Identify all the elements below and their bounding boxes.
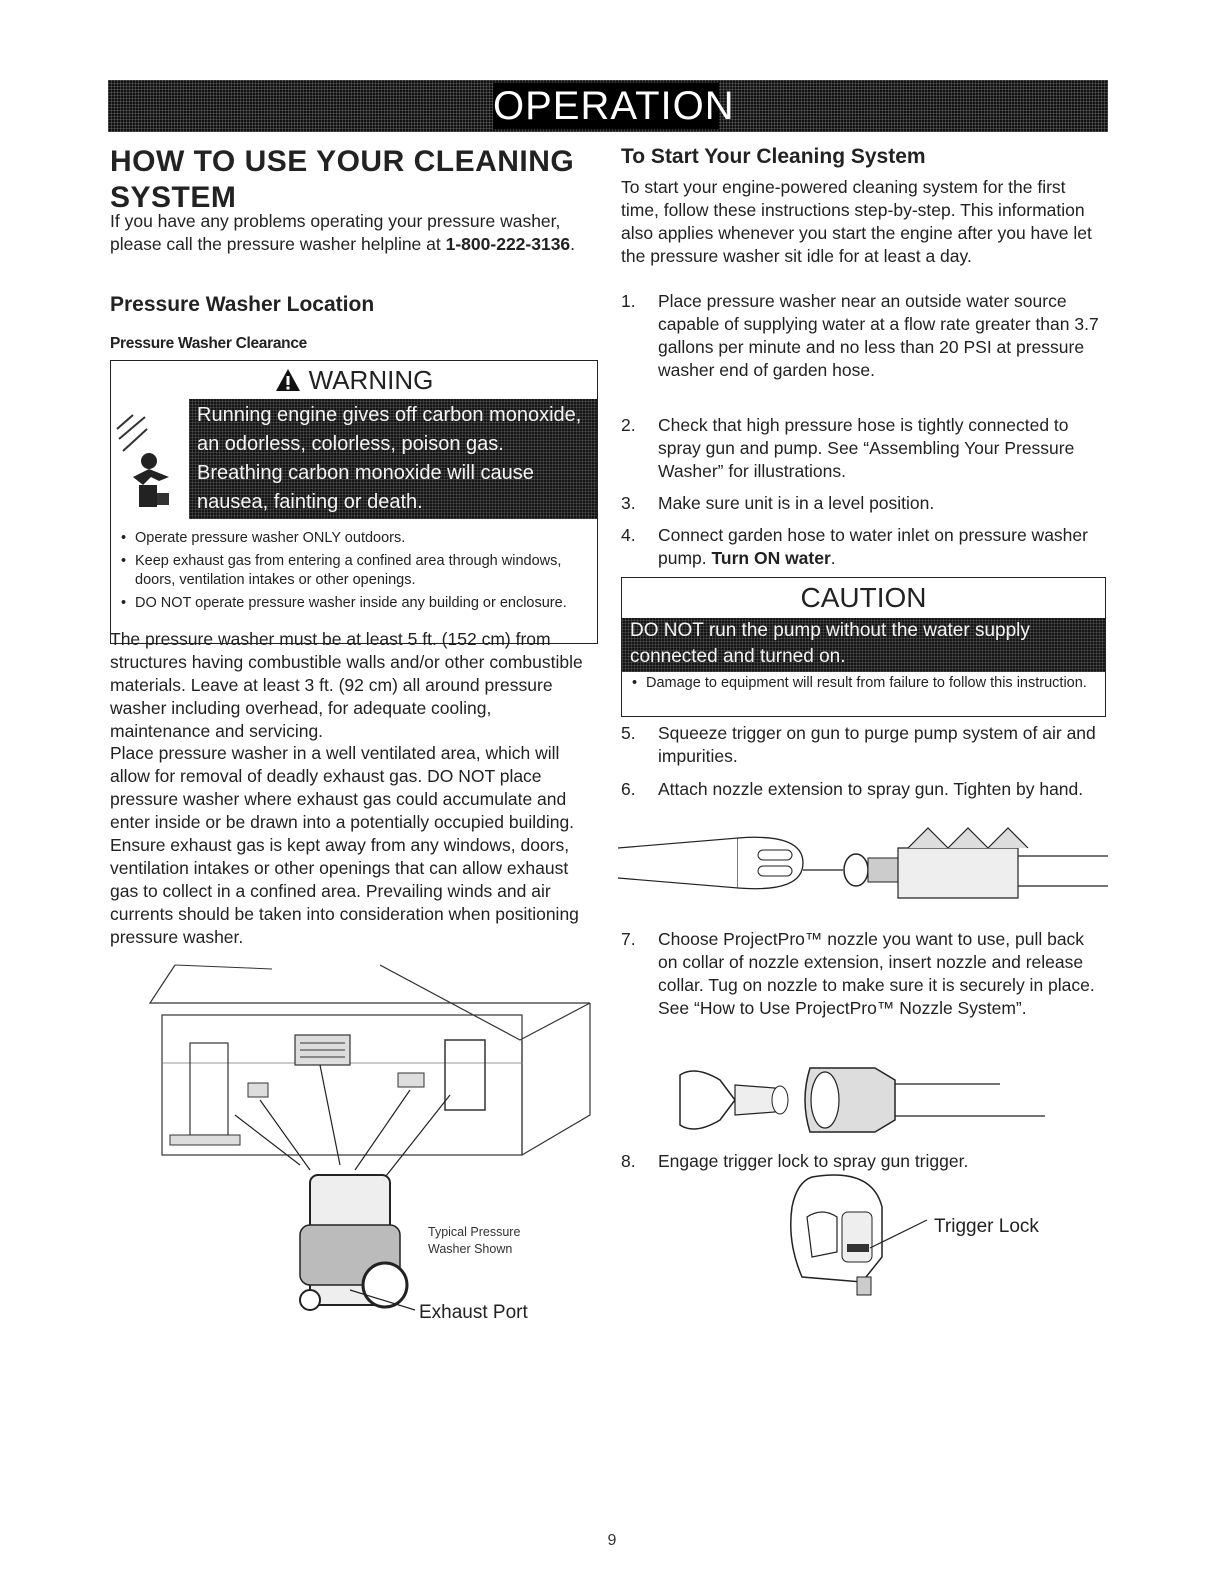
step-8 xyxy=(621,1150,1103,1173)
step-5 xyxy=(621,722,1103,768)
trigger-lock-illustration xyxy=(782,1172,932,1302)
step-7 xyxy=(621,928,1103,1020)
caution-box xyxy=(621,577,1106,717)
page-number: 9 xyxy=(607,1532,617,1549)
step-text: Engage trigger lock to spray gun trigger. xyxy=(658,1151,969,1171)
warning-hazard-panel xyxy=(111,399,597,519)
step-text xyxy=(658,524,1103,570)
caution-title: CAUTION xyxy=(800,582,927,613)
operation-banner xyxy=(108,80,1108,132)
warning-header xyxy=(111,361,597,399)
caution-bullets xyxy=(632,674,1092,697)
step-number: 8. xyxy=(621,1151,636,1171)
warning-box xyxy=(110,360,598,644)
figure-caption xyxy=(428,1224,520,1258)
step-text: Choose ProjectPro™ nozzle you want to use, pull back on collar of nozzle extension, insert nozzle and release collar. Tug on nozzle to make sure it is securely in place. See “How to Use ProjectPro™ Nozzle System”. xyxy=(658,929,1095,1018)
house-clearance-illustration xyxy=(150,965,630,1345)
caution-bullet: • Damage to equipment will result from failure to follow this instruction. xyxy=(632,674,1092,693)
step-text: Squeeze trigger on gun to purge pump system of air and impurities. xyxy=(658,723,1096,766)
step-6 xyxy=(621,778,1103,801)
step-number: 2. xyxy=(621,415,636,435)
step-4-emphasis: Turn ON water xyxy=(711,548,831,568)
page-heading xyxy=(110,144,590,216)
step-4-end: . xyxy=(830,548,836,568)
helpline-intro-end: . xyxy=(570,234,576,254)
warning-triangle-icon xyxy=(275,368,301,392)
step-3 xyxy=(621,492,1103,515)
warning-title: WARNING xyxy=(308,365,434,395)
clearance-paragraph: The pressure washer must be at least 5 ft. (152 cm) from structures having combustible walls and/or other combustible materials. Leave at least 3 ft. (92 cm) all around pressure washer including overhead, for adequate cooling, maintenance and servicing. xyxy=(110,629,583,741)
helpline-intro xyxy=(110,210,590,256)
figure-caption-line1: Typical Pressure xyxy=(428,1225,521,1239)
start-intro: To start your engine-powered cleaning system for the first time, follow these instructions step-by-step. This information also applies whenever you start the engine after you have let the pressure washer sit idle for at least a day. xyxy=(621,177,1092,266)
nozzle-insert-illustration xyxy=(675,1060,1055,1140)
warning-bullets xyxy=(121,529,587,617)
banner-title: OPERATION xyxy=(493,84,735,128)
step-4-text: Connect garden hose to water inlet on pressure washer pump. xyxy=(658,525,1088,568)
exhaust-port-label: Exhaust Port xyxy=(419,1302,528,1323)
step-number: 4. xyxy=(621,525,636,545)
clearance-heading: Pressure Washer Clearance xyxy=(110,335,307,352)
nozzle-extension-illustration xyxy=(618,828,1108,908)
step-text: Place pressure washer near an outside water source capable of supplying water at a flow rate greater than 3.7 gallons per minute and no less than 20 PSI at pressure washer end of garden hose. xyxy=(658,291,1099,380)
warning-bullet: • Operate pressure washer ONLY outdoors. xyxy=(121,529,587,548)
helpline-intro-text: If you have any problems operating your pressure washer, please call the pressure washer helpline at xyxy=(110,211,561,254)
helpline-number: 1-800-222-3136 xyxy=(445,234,571,254)
trigger-lock-label: Trigger Lock xyxy=(934,1216,1039,1237)
location-heading: Pressure Washer Location xyxy=(110,293,375,316)
step-number: 5. xyxy=(621,723,636,743)
warning-bullet: • Keep exhaust gas from entering a confined area through windows, doors, ventilation intakes or other openings. xyxy=(121,552,587,590)
page-heading-line2: SYSTEM xyxy=(110,181,237,214)
step-text: Make sure unit is in a level position. xyxy=(658,493,935,513)
start-heading: To Start Your Cleaning System xyxy=(621,145,926,168)
step-number: 6. xyxy=(621,779,636,799)
step-number: 3. xyxy=(621,493,636,513)
step-4 xyxy=(621,524,1103,570)
ventilation-paragraph: Place pressure washer in a well ventilated area, which will allow for removal of deadly exhaust gas. DO NOT place pressure washer where exhaust gas could accumulate and enter inside or be drawn into a potentially occupied building. Ensure exhaust gas is kept away from any windows, doors, ventilation intakes or other openings that can allow exhaust gas to collect in a confined area. Prevailing winds and air currents should be taken into consideration when positioning pressure washer. xyxy=(110,743,579,947)
step-number: 7. xyxy=(621,929,636,949)
page-heading-line1: HOW TO USE YOUR CLEANING xyxy=(110,145,575,178)
hazard-figure-icon xyxy=(111,399,189,519)
step-text: Attach nozzle extension to spray gun. Tighten by hand. xyxy=(658,779,1084,799)
step-2 xyxy=(621,414,1103,483)
step-1 xyxy=(621,290,1103,382)
caution-message: DO NOT run the pump without the water supply connected and turned on. xyxy=(630,620,1030,667)
step-number: 1. xyxy=(621,291,636,311)
warning-message: Running engine gives off carbon monoxide, an odorless, colorless, poison gas. Breathing carbon monoxide will cause nausea, fainting or death. xyxy=(197,404,582,513)
warning-bullet: • DO NOT operate pressure washer inside any building or enclosure. xyxy=(121,594,587,613)
step-text: Check that high pressure hose is tightly connected to spray gun and pump. See “Assembling Your Pressure Washer” for illustrations. xyxy=(658,415,1075,481)
figure-caption-line2: Washer Shown xyxy=(428,1242,513,1256)
poison-gas-hazard-icon xyxy=(111,399,189,519)
caution-panel xyxy=(622,618,1105,672)
